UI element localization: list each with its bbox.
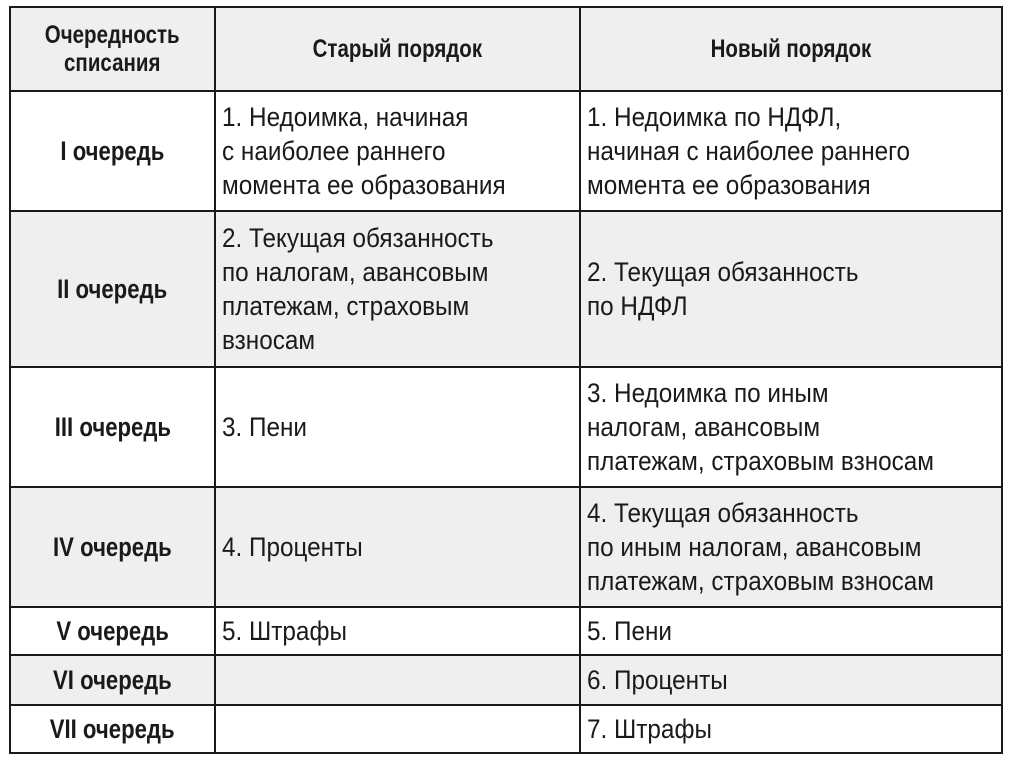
new-order-cell: 6. Проценты: [580, 655, 1002, 705]
header-old-order: Старый порядок: [215, 7, 580, 91]
table-row: [10, 705, 1002, 753]
new-order-cell: 3. Недоимка по иным налогам, авансовым платежам, страховым взносам: [580, 367, 1002, 487]
table-header-row: [10, 7, 1002, 91]
table-row: [10, 367, 1002, 487]
stage-cell: IV очередь: [10, 487, 215, 607]
stage-cell: I очередь: [10, 91, 215, 211]
old-order-cell: 5. Штрафы: [215, 607, 580, 655]
old-order-cell: 1. Недоимка, начиная с наиболее раннего момента ее образования: [215, 91, 580, 211]
queue-comparison-table: [9, 6, 1003, 754]
stage-cell: II очередь: [10, 211, 215, 367]
old-order-cell: 2. Текущая обязанность по налогам, авансовым платежам, страховым взносам: [215, 211, 580, 367]
old-order-cell: 3. Пени: [215, 367, 580, 487]
table-row: [10, 487, 1002, 607]
new-order-cell: 7. Штрафы: [580, 705, 1002, 753]
old-order-cell: [215, 705, 580, 753]
new-order-cell: 5. Пени: [580, 607, 1002, 655]
new-order-cell: 4. Текущая обязанность по иным налогам, авансовым платежам, страховым взносам: [580, 487, 1002, 607]
old-order-cell: 4. Проценты: [215, 487, 580, 607]
header-priority: Очередность списания: [10, 7, 215, 91]
table-row: [10, 211, 1002, 367]
table-row: [10, 607, 1002, 655]
new-order-cell: 1. Недоимка по НДФЛ, начиная с наиболее раннего момента ее образования: [580, 91, 1002, 211]
new-order-cell: 2. Текущая обязанность по НДФЛ: [580, 211, 1002, 367]
queue-comparison-table-wrapper: [9, 6, 1001, 752]
stage-cell: VI очередь: [10, 655, 215, 705]
old-order-cell: [215, 655, 580, 705]
stage-cell: V очередь: [10, 607, 215, 655]
stage-cell: III очередь: [10, 367, 215, 487]
table-row: [10, 91, 1002, 211]
table-row: [10, 655, 1002, 705]
header-new-order: Новый порядок: [580, 7, 1002, 91]
stage-cell: VII очередь: [10, 705, 215, 753]
